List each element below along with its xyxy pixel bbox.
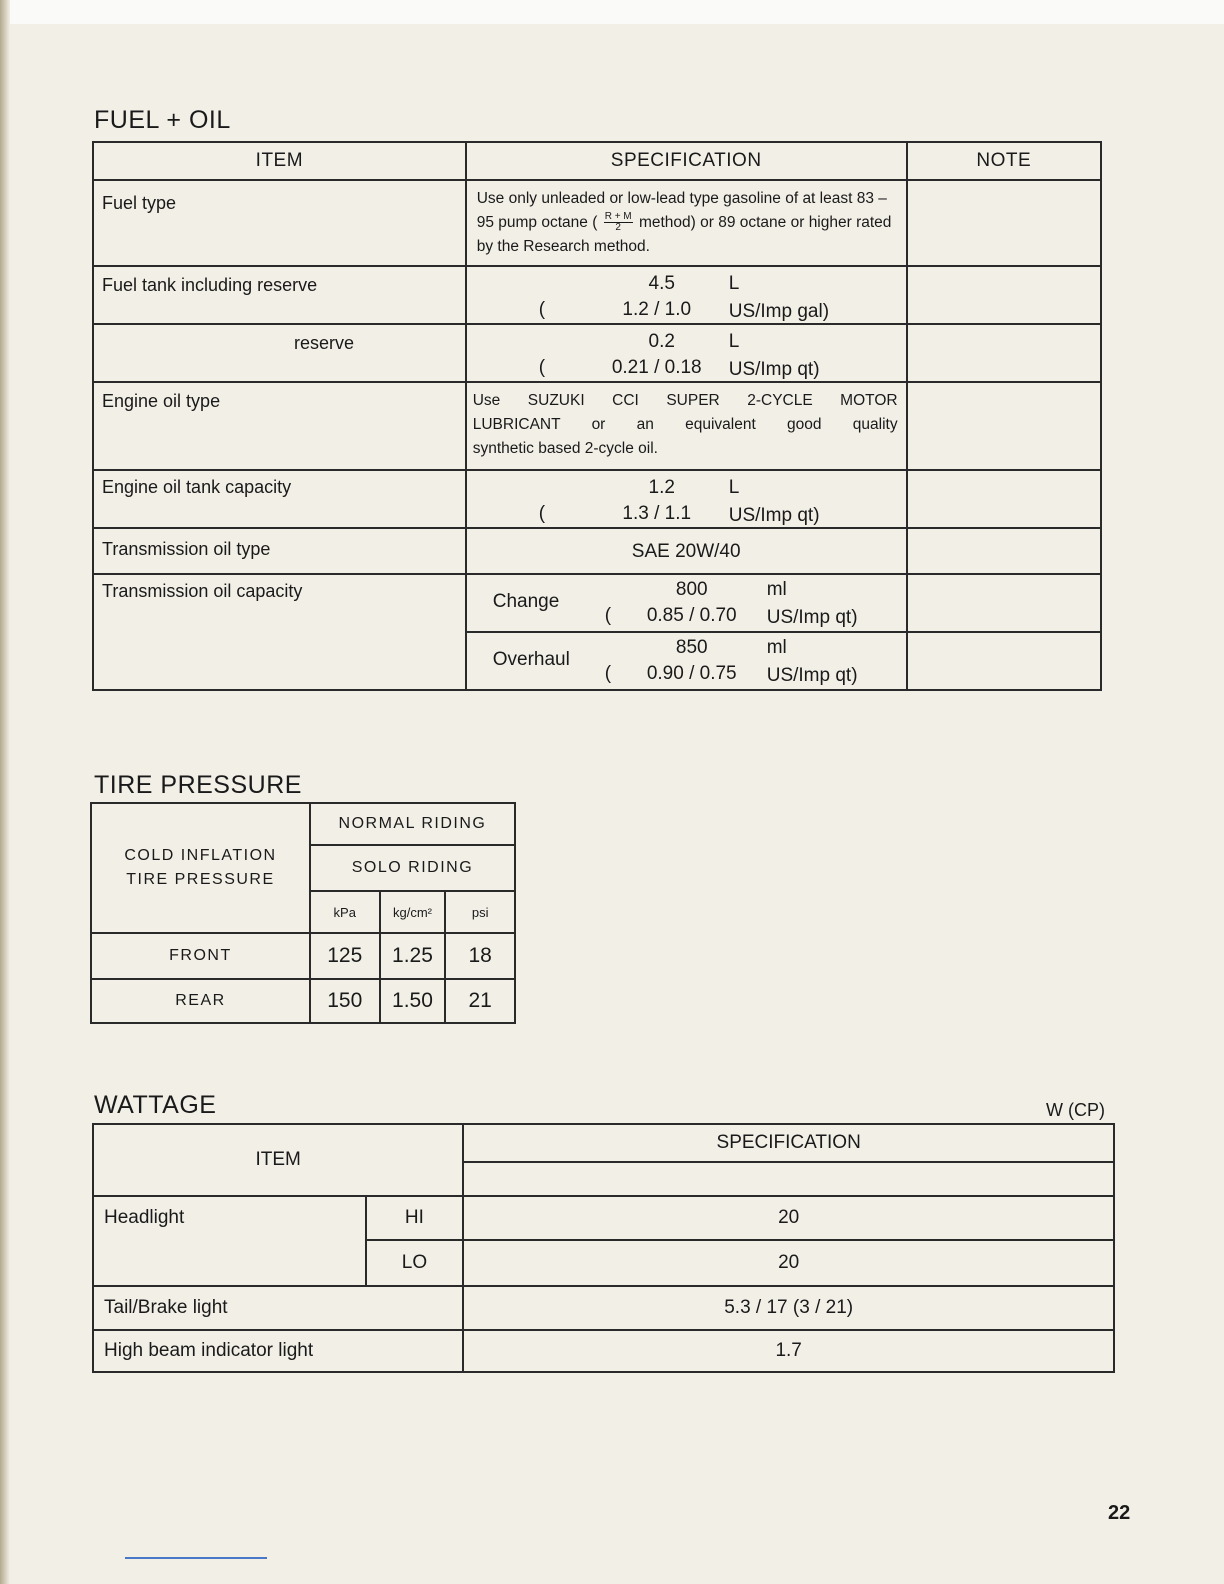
fuel-tank-value: 4.5: [648, 273, 675, 294]
fuel-tank-spec: [466, 266, 907, 324]
reserve-value: 0.2: [648, 331, 675, 352]
note-cell: [907, 470, 1101, 528]
engine-oil-capacity-conv-value: 1.3 / 1.1: [622, 503, 692, 524]
solo-riding-header: SOLO RIDING: [310, 845, 515, 891]
fuel-oil-title: FUEL + OIL: [94, 106, 231, 134]
transmission-oil-capacity-label: Transmission oil capacity: [93, 574, 466, 690]
engine-oil-capacity-value: 1.2: [648, 477, 675, 498]
cold-inflation-line-1: COLD INFLATION: [124, 847, 277, 864]
tail-brake-label: Tail/Brake light: [93, 1286, 463, 1330]
transmission-oil-type-label: Transmission oil type: [93, 528, 466, 574]
headlight-hi-label: HI: [366, 1196, 464, 1240]
headlight-hi-value: 20: [463, 1196, 1114, 1240]
rear-label: REAR: [91, 979, 310, 1023]
unit-psi: psi: [445, 891, 515, 933]
table-row: [91, 979, 515, 1023]
engine-oil-capacity-spec: [466, 470, 907, 528]
high-beam-value: 1.7: [463, 1330, 1114, 1372]
open-paren: (: [604, 663, 612, 684]
table-header-row: [93, 142, 1101, 180]
fuel-tank-conv-value: 1.2 / 1.0: [622, 299, 692, 320]
engine-oil-spec-line-1: Use SUZUKI CCI SUPER 2-CYCLE MOTOR: [472, 392, 898, 409]
engine-oil-capacity-label: Engine oil tank capacity: [93, 470, 466, 528]
engine-oil-spec-line-3: synthetic based 2-cycle oil.: [472, 440, 658, 457]
open-paren: (: [538, 503, 546, 524]
item-header: ITEM: [93, 142, 466, 180]
note-cell: [907, 574, 1101, 632]
overhaul-value: 850: [675, 637, 708, 658]
note-cell: [907, 632, 1101, 690]
change-unit: ml: [766, 579, 787, 600]
reserve-conv-unit: US/Imp qt): [728, 359, 820, 380]
engine-oil-capacity-unit: L: [728, 477, 740, 498]
front-label: FRONT: [91, 933, 310, 979]
table-row: [93, 470, 1101, 528]
change-conv-value: 0.85 / 0.70: [646, 605, 737, 626]
open-paren: (: [538, 357, 546, 378]
tail-brake-value: 5.3 / 17 (3 / 21): [463, 1286, 1114, 1330]
table-row: [93, 528, 1101, 574]
table-row: [93, 324, 1101, 382]
headlight-label: Headlight: [93, 1196, 366, 1286]
note-cell: [907, 324, 1101, 382]
unit-kgcm2: kg/cm²: [380, 891, 446, 933]
wattage-table: [92, 1123, 1115, 1373]
change-value: 800: [675, 579, 708, 600]
rear-kpa: 150: [310, 979, 380, 1023]
rear-kgcm2: 1.50: [380, 979, 446, 1023]
rear-psi: 21: [445, 979, 515, 1023]
transmission-change-spec: [466, 574, 907, 632]
spec-subheader-empty: [463, 1162, 1114, 1196]
engine-oil-spec-line-2: LUBRICANT or an equivalent good quality: [472, 416, 898, 433]
fuel-tank-unit: L: [728, 273, 740, 294]
table-row: [93, 1330, 1114, 1372]
overhaul-unit: ml: [766, 637, 787, 658]
item-header: ITEM: [93, 1124, 463, 1196]
specification-header: SPECIFICATION: [463, 1124, 1114, 1162]
open-paren: (: [538, 299, 546, 320]
reserve-conv-value: 0.21 / 0.18: [611, 357, 702, 378]
footer-rule: [125, 1557, 267, 1559]
note-cell: [907, 266, 1101, 324]
table-row: [93, 574, 1101, 632]
note-header: NOTE: [907, 142, 1101, 180]
fraction-denominator: 2: [615, 222, 621, 234]
unit-kpa: kPa: [310, 891, 380, 933]
overhaul-label: Overhaul: [492, 649, 570, 670]
headlight-lo-label: LO: [366, 1240, 464, 1286]
fuel-oil-table: [92, 141, 1102, 691]
fuel-type-spec: [466, 180, 907, 266]
transmission-oil-type-spec: SAE 20W/40: [466, 528, 907, 574]
overhaul-conv-unit: US/Imp qt): [766, 665, 858, 686]
fuel-type-spec-pre: Use only unleaded or low-lead type gasoline of at least 83 – 95 pump octane (: [476, 190, 887, 231]
fuel-type-label: Fuel type: [93, 180, 466, 266]
wattage-title: WATTAGE: [94, 1091, 217, 1119]
engine-oil-type-label: Engine oil type: [93, 382, 466, 470]
headlight-lo-value: 20: [463, 1240, 1114, 1286]
fuel-type-spec-post: method) or 89 octane or higher rated by the Research method.: [476, 214, 892, 255]
note-cell: [907, 180, 1101, 266]
table-row: [93, 1124, 1114, 1162]
fuel-tank-conv-unit: US/Imp gal): [728, 301, 830, 322]
tire-pressure-table: [90, 802, 516, 1024]
page-number: 22: [1108, 1502, 1131, 1524]
reserve-unit: L: [728, 331, 740, 352]
normal-riding-header: NORMAL RIDING: [310, 803, 515, 845]
page-top-band: [0, 0, 1224, 24]
engine-oil-type-spec: [466, 382, 907, 470]
high-beam-label: High beam indicator light: [93, 1330, 463, 1372]
wattage-unit-note: W (CP): [1046, 1100, 1105, 1120]
table-row: [91, 933, 515, 979]
change-conv-unit: US/Imp qt): [766, 607, 858, 628]
table-row: [91, 803, 515, 845]
specification-header: SPECIFICATION: [466, 142, 907, 180]
table-row: [93, 180, 1101, 266]
table-row: [93, 1196, 1114, 1240]
reserve-label: reserve: [93, 324, 466, 382]
cold-inflation-line-2: TIRE PRESSURE: [126, 871, 275, 888]
engine-oil-capacity-conv-unit: US/Imp qt): [728, 505, 820, 526]
fuel-tank-label: Fuel tank including reserve: [93, 266, 466, 324]
note-cell: [907, 382, 1101, 470]
cold-inflation-label: [91, 803, 310, 933]
overhaul-conv-value: 0.90 / 0.75: [646, 663, 737, 684]
tire-pressure-title: TIRE PRESSURE: [94, 771, 302, 799]
reserve-spec: [466, 324, 907, 382]
note-cell: [907, 528, 1101, 574]
transmission-overhaul-spec: [466, 632, 907, 690]
fraction-numerator: R + M: [604, 211, 632, 223]
table-row: [93, 382, 1101, 470]
page-spine-shadow: [0, 0, 10, 1584]
rm-fraction: [604, 212, 633, 233]
table-row: [93, 1286, 1114, 1330]
front-kpa: 125: [310, 933, 380, 979]
table-row: [93, 266, 1101, 324]
open-paren: (: [604, 605, 612, 626]
front-psi: 18: [445, 933, 515, 979]
change-label: Change: [492, 591, 560, 612]
front-kgcm2: 1.25: [380, 933, 446, 979]
